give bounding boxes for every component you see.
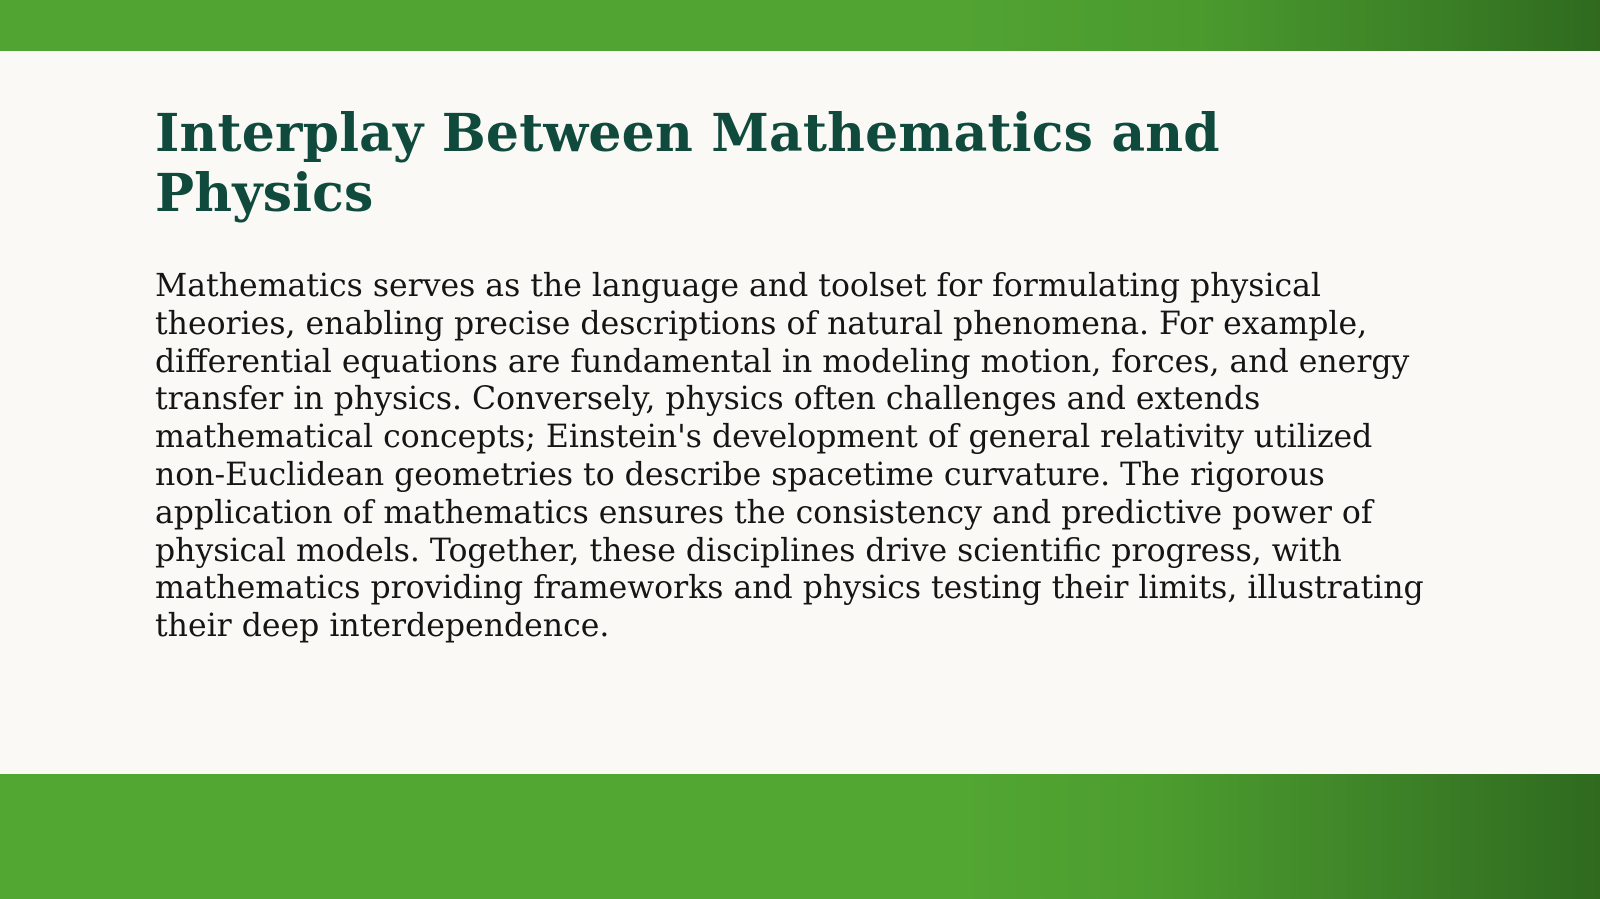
slide-title: Interplay Between Mathematics and Physics bbox=[155, 103, 1220, 224]
bottom-accent-band bbox=[0, 774, 1600, 899]
top-accent-band bbox=[0, 0, 1600, 51]
slide-content bbox=[155, 104, 1455, 646]
slide-body-text: Mathematics serves as the language and toolset for formulating physical theories, enabling precise descriptions of natural phenomena. For example, differential equations are fundamental in modeling motion, forces, and energy transfer in physics. Conversely, physics often challenges and extends mathematical concepts; Einstein's development of general relativity utilized non-Euclidean geometries to describe spacetime curvature. The rigorous application of mathematics ensures the consistency and predictive power of physical models. Together, these disciplines drive scientific progress, with mathematics providing frameworks and physics testing their limits, illustrating their deep interdependence. bbox=[155, 268, 1424, 645]
